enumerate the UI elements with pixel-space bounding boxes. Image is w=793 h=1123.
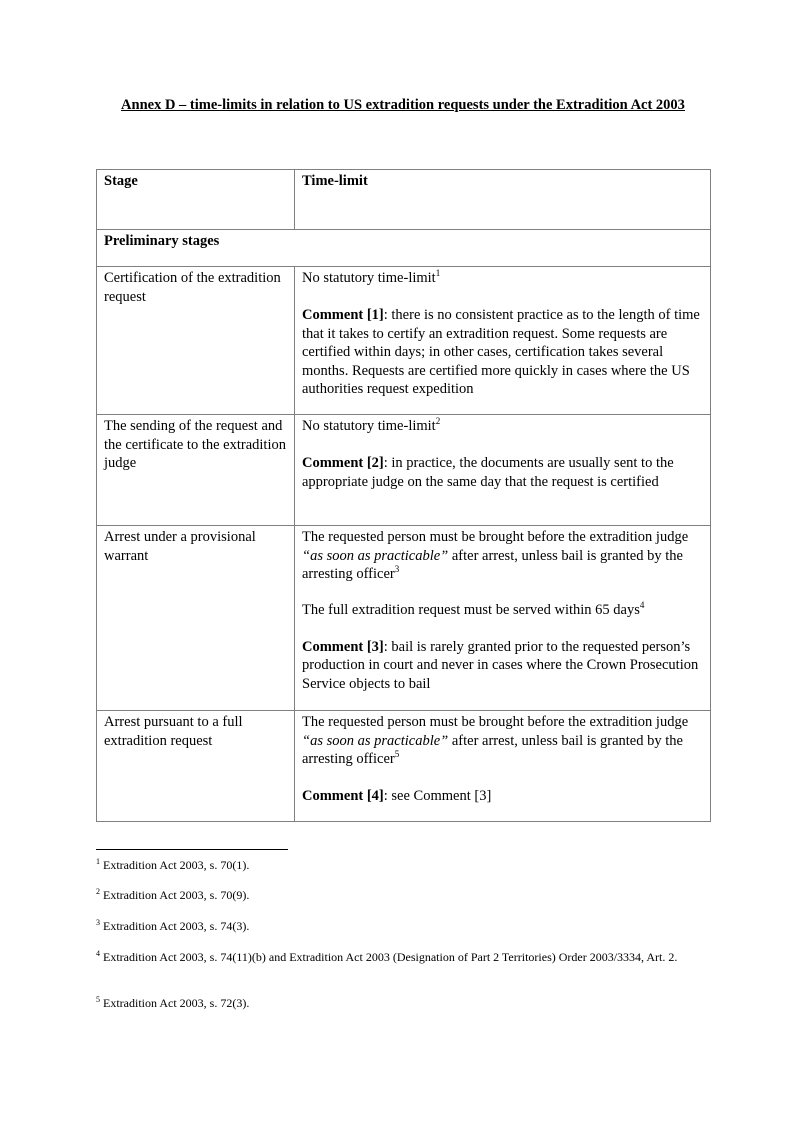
time-limit-cell: [295, 711, 711, 822]
footnote-ref: 2: [435, 416, 441, 427]
time-limit-cell: [295, 415, 711, 526]
comment-text: : in practice, the documents are usually sent to the appropriate judge on the same day that the request is certified: [302, 455, 674, 490]
footnote-number: 5: [96, 995, 100, 1004]
footnote-ref: 5: [394, 749, 400, 760]
comment-label: Comment [3]: [302, 638, 384, 655]
limit-quote: “as soon as practicable”: [302, 547, 449, 564]
time-limit-cell: [295, 526, 711, 711]
comment-label: Comment [2]: [302, 455, 384, 471]
stage-cell: The sending of the request and the certificate to the extradition judge: [97, 415, 295, 526]
footnote-number: 4: [96, 949, 100, 958]
footnote-number: 3: [96, 918, 100, 927]
comment-text: : there is no consistent practice as to the length of time that it takes to certify an extradition request. Some requests are certified within days; in other cases, certification takes several months. Requests are certified more quickly in cases where the US authorities request expedition: [302, 307, 700, 397]
footnote-text: Extradition Act 2003, s. 70(1).: [100, 858, 250, 872]
section-row: [97, 230, 711, 267]
table-row: [97, 526, 711, 711]
footnote: [96, 949, 710, 965]
footnote-number: 1: [96, 857, 100, 866]
header-time-limit: Time-limit: [295, 170, 711, 230]
limit-quote: “as soon as practicable”: [302, 732, 449, 749]
footnote-separator: [96, 849, 288, 850]
footnote: [96, 857, 710, 873]
stage-cell: Arrest pursuant to a full extradition request: [97, 711, 295, 822]
time-limits-table: [96, 169, 711, 822]
footnote-text: Extradition Act 2003, s. 74(11)(b) and Extradition Act 2003 (Designation of Part 2 Territories) Order 2003/3334, Art. 2.: [100, 950, 678, 964]
comment-text: : see Comment [3]: [383, 788, 492, 804]
comment-text: : bail is rarely granted prior to the requested person’s production in court and never in cases where the Crown Prosecution Service objects to bail: [302, 638, 699, 692]
table-row: [97, 711, 711, 822]
limit-text: The requested person must be brought before the extradition judge: [302, 714, 689, 730]
footnote-number: 2: [96, 887, 100, 896]
limit-text-post: after arrest, unless bail is granted by the arresting officer: [302, 547, 683, 582]
table-row: [97, 267, 711, 415]
footnote-text: Extradition Act 2003, s. 72(3).: [100, 996, 250, 1010]
footnote-ref: 3: [394, 564, 400, 575]
footnote-ref: 1: [435, 268, 441, 279]
limit-text-post: after arrest, unless bail is granted by the arresting officer: [302, 732, 683, 767]
table-row: [97, 415, 711, 526]
header-stage: Stage: [97, 170, 295, 230]
second-limit-text: The full extradition request must be served within 65 days: [302, 601, 640, 618]
footnote-ref: 4: [639, 599, 645, 610]
footnote: [96, 995, 710, 1011]
limit-text: The requested person must be brought before the extradition judge: [302, 529, 689, 545]
footnote: [96, 887, 710, 903]
limit-text: No statutory time-limit: [302, 418, 436, 434]
page-title: Annex D – time-limits in relation to US extradition requests under the Extradition Act 2003: [121, 97, 685, 113]
comment-label: Comment [4]: [302, 788, 384, 804]
table-header-row: [97, 170, 711, 230]
stage-cell: Arrest under a provisional warrant: [97, 526, 295, 711]
section-title: Preliminary stages: [97, 230, 711, 267]
footnote-text: Extradition Act 2003, s. 70(9).: [100, 888, 250, 902]
comment-label: Comment [1]: [302, 307, 384, 323]
time-limit-cell: [295, 267, 711, 415]
stage-cell: Certification of the extradition request: [97, 267, 295, 415]
footnote: [96, 918, 710, 934]
limit-text: No statutory time-limit: [302, 270, 436, 286]
footnote-text: Extradition Act 2003, s. 74(3).: [100, 919, 250, 933]
